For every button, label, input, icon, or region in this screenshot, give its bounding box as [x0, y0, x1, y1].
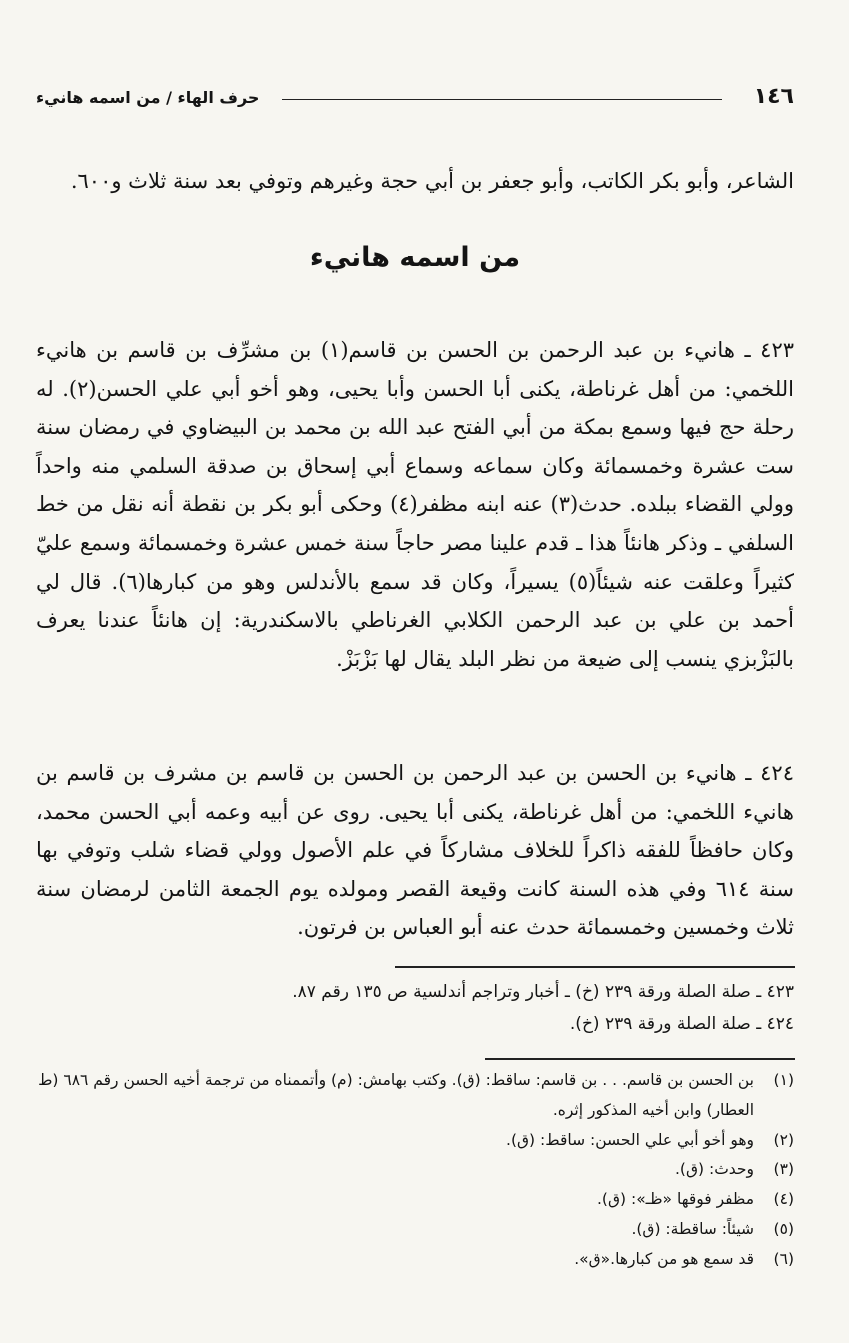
references-rule [395, 966, 795, 968]
footnotes-list [36, 1066, 794, 1275]
entry-423: ٤٢٣ ـ هانيء بن عبد الرحمن بن الحسن بن قاسم(١) بن مشرِّف بن قاسم بن هانيء اللخمي: من أهل غرناطة، يكنى أبا الحسن وأبا يحيى، وهو أخو أبي علي الحسن(٢). له رحلة حج فيها وسمع بمكة من أبي الفتح عبد الله بن محمد بن البيضاوي في رمضان سنة ست عشرة وخمسمائة وكان سماعه وسماع أبي إسحاق بن صدقة السلمي منه واحداً وولي القضاء ببلده. حدث(٣) عنه ابنه مظفر(٤) وحكى أبو بكر بن نقطة أنه نقل من خط السلفي ـ وذكر هانئاً هذا ـ قدم علينا مصر حاجاً سنة خمس عشرة وخمسمائة وسمع عليّ كثيراً وعلقت عنه شيئاً(٥) يسيراً، وكان قد سمع بالأندلس وهو من كبارها(٦). قال لي أحمد بن علي بن عبد الرحمن الكلابي الغرناطي بالاسكندرية: إن هانئاً عندنا يعرف بالبَزْبزي ينسب إلى ضيعة من نظر البلد يقال لها بَزْبَزْ. [36, 338, 795, 671]
footnote-text: وحدث: (ق). [675, 1160, 754, 1179]
footnote-text: قد سمع هو من كبارها.«ق». [574, 1249, 754, 1268]
footnote-5 [36, 1215, 794, 1245]
footnote-number: (٦) [773, 1249, 794, 1268]
footnote-4 [36, 1185, 794, 1215]
footnotes-rule [485, 1058, 795, 1060]
footnote-text: بن الحسن بن قاسم. . . بن قاسم: ساقط: (ق). وكتب بهامش: (م) وأتممناه من ترجمة أخيه الحسن رقم ٦٨٦ (ط العطار) وابن أخيه المذكور إثره. [38, 1071, 754, 1119]
footnote-number: (١) [773, 1071, 794, 1089]
source-line-423: ٤٢٣ ـ صلة الصلة ورقة ٢٣٩ (خ) ـ أخبار وتراجم أندلسية ص ١٣٥ رقم ٨٧. [292, 982, 794, 1002]
page-number: ١٤٦ [753, 84, 794, 109]
entry-424: ٤٢٤ ـ هانيء بن الحسن بن عبد الرحمن بن الحسن بن قاسم بن مشرف بن قاسم بن هانيء اللخمي: من أهل غرناطة، يكنى أبا يحيى. روى عن أبيه وعمه أبي الحسن محمد، وكان حافظاً للفقه ذاكراً للخلاف مشاركاً في علم الأصول وولي قضاء شلب وتوفي بها سنة ٦١٤ وفي هذه السنة كانت وقيعة القصر ومولده يوم الجمعة الثامن لرمضان سنة ثلاث وخمسين وخمسمائة حدث عنه أبو العباس بن فرتون. [36, 761, 794, 940]
footnote-2 [36, 1126, 794, 1156]
footnote-number: (٣) [773, 1160, 794, 1179]
footnote-text: شيئاً: ساقطة: (ق). [631, 1219, 754, 1238]
running-title: حرف الهاء / من اسمه هانيء [36, 88, 260, 107]
footnote-number: (٥) [773, 1219, 794, 1238]
header-rule [282, 99, 722, 100]
footnote-text: وهو أخو أبي علي الحسن: ساقط: (ق). [506, 1130, 754, 1149]
intro-paragraph: الشاعر، وأبو بكر الكاتب، وأبو جعفر بن أبي حجة وغيرهم وتوفي بعد سنة ثلاث و٦٠٠. [70, 169, 794, 193]
source-line-424: ٤٢٤ ـ صلة الصلة ورقة ٢٣٩ (خ). [569, 1014, 794, 1034]
section-title: من اسمه هانيء [309, 242, 521, 273]
footnote-1 [36, 1066, 794, 1126]
footnote-number: (٤) [773, 1190, 794, 1209]
sources-block [36, 976, 794, 1040]
footnote-number: (٢) [773, 1130, 794, 1149]
footnote-6 [36, 1245, 794, 1275]
footnote-3 [36, 1155, 794, 1185]
running-header [36, 84, 794, 118]
footnote-text: مظفر فوقها «ظـ»: (ق). [597, 1190, 754, 1209]
